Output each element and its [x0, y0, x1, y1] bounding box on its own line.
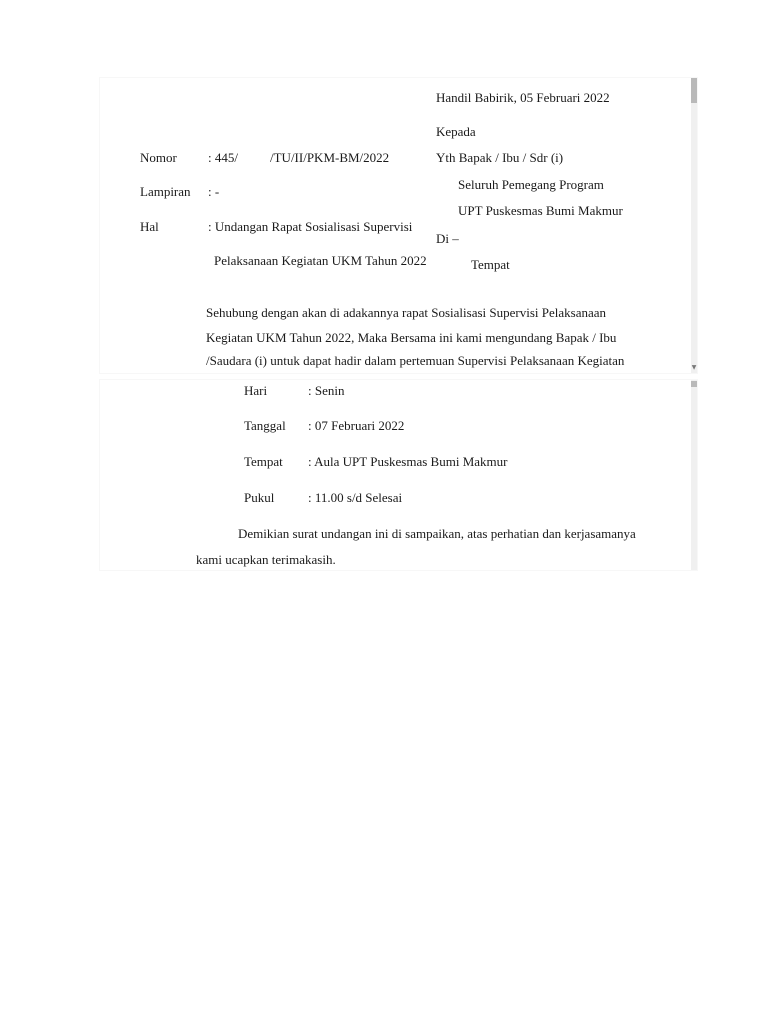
recipient-line2: UPT Puskesmas Bumi Makmur — [458, 203, 623, 218]
recipient-yth: Yth Bapak / Ibu / Sdr (i) — [436, 150, 564, 165]
hal-value-line1: : Undangan Rapat Sosialisasi Supervisi — [208, 219, 413, 234]
closing-line1: Demikian surat undangan ini di sampaikan, atas perhatian dan kerjasamanya — [238, 526, 636, 541]
body-line3: /Saudara (i) untuk dapat hadir dalam pertemuan Supervisi Pelaksanaan Kegiatan — [206, 353, 625, 368]
vertical-scrollbar-bottom[interactable] — [691, 380, 697, 570]
recipient-di: Di – — [436, 231, 459, 246]
hal-value-line2: Pelaksanaan Kegiatan UKM Tahun 2022 — [214, 253, 427, 268]
tempat-value: : Aula UPT Puskesmas Bumi Makmur — [308, 454, 508, 469]
hal-label: Hal — [140, 219, 159, 234]
pukul-value: : 11.00 s/d Selesai — [308, 490, 403, 505]
place-date: Handil Babirik, 05 Februari 2022 — [436, 90, 610, 105]
lampiran-label: Lampiran — [140, 184, 191, 199]
letter-page-top — [100, 78, 697, 373]
recipient-tempat: Tempat — [471, 257, 510, 272]
closing-line2: kami ucapkan terimakasih. — [196, 552, 336, 567]
tanggal-value: : 07 Februari 2022 — [308, 418, 405, 433]
hari-value: : Senin — [308, 383, 345, 398]
scroll-down-arrow-icon[interactable]: ▼ — [691, 364, 697, 371]
nomor-prefix: : 445/ — [208, 150, 238, 165]
nomor-label: Nomor — [140, 150, 177, 165]
hari-label: Hari — [244, 383, 268, 398]
lampiran-value: : - — [208, 184, 220, 199]
body-line1: Sehubung dengan akan di adakannya rapat Sosialisasi Supervisi Pelaksanaan — [206, 305, 607, 320]
pukul-label: Pukul — [244, 490, 275, 505]
vertical-scrollbar[interactable] — [691, 78, 697, 373]
kepada-label: Kepada — [436, 124, 476, 139]
body-line2: Kegiatan UKM Tahun 2022, Maka Bersama ini kami mengundang Bapak / Ibu — [206, 330, 617, 345]
nomor-suffix: /TU/II/PKM-BM/2022 — [270, 150, 390, 165]
letter-page-bottom — [100, 380, 697, 570]
recipient-line1: Seluruh Pemegang Program — [458, 177, 604, 192]
scrollbar-thumb-bottom[interactable] — [691, 381, 697, 387]
tanggal-label: Tanggal — [244, 418, 286, 433]
tempat-label: Tempat — [244, 454, 283, 469]
scrollbar-thumb[interactable] — [691, 78, 697, 103]
